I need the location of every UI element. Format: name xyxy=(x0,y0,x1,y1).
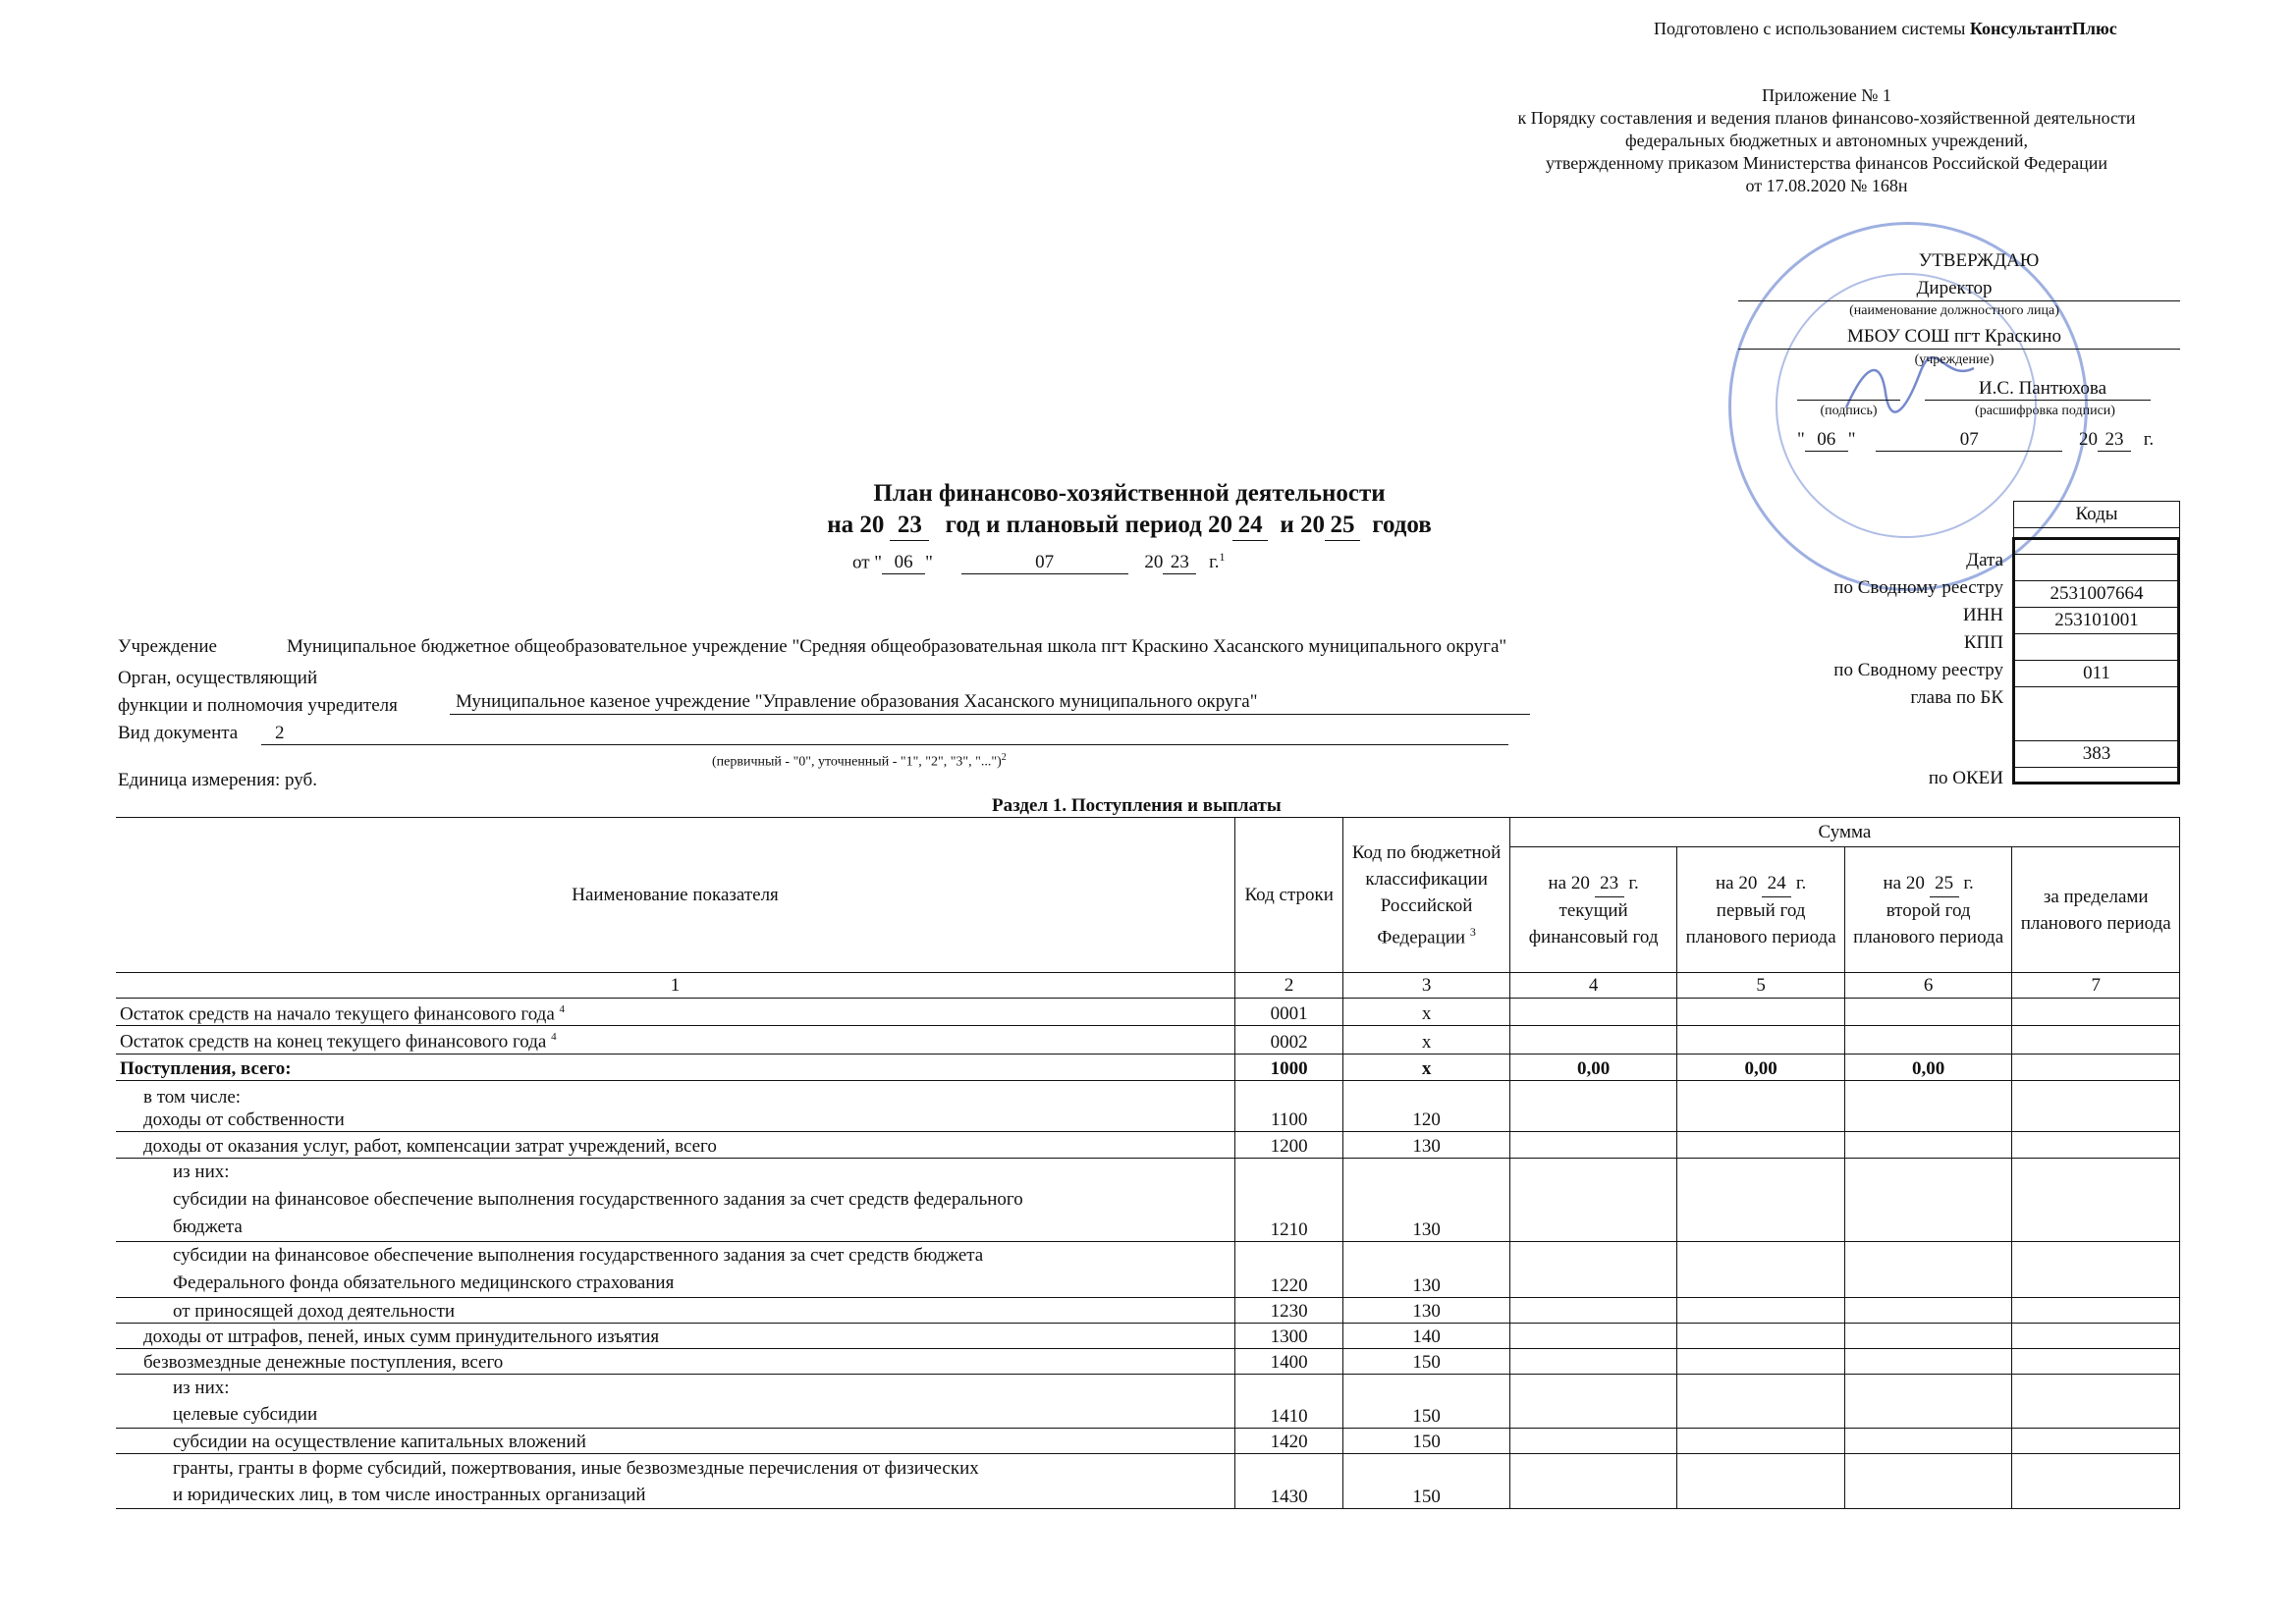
row-name: из них: целевые субсидии xyxy=(116,1374,1235,1428)
consultant-note: Подготовлено с использованием системы КонсультантПлюс xyxy=(1654,19,2117,38)
row-name: Остаток средств на начало текущего финансового года $^4$ xyxy=(116,999,1235,1026)
code-registry xyxy=(2014,555,2180,581)
table-row xyxy=(116,1054,2180,1080)
appendix-line: к Порядку составления и ведения планов финансово-хозяйственной деятельности xyxy=(1517,108,2136,128)
row-bk: 130 xyxy=(1343,1158,1510,1241)
row-bk: 150 xyxy=(1343,1348,1510,1374)
institution-label: Учреждение xyxy=(118,636,217,657)
appendix-line: федеральных бюджетных и автономных учреждений, xyxy=(1625,131,2028,150)
appendix-line: от 17.08.2020 № 168н xyxy=(1745,176,1908,195)
table-row xyxy=(116,999,2180,1026)
table-row xyxy=(116,1131,2180,1158)
row-name: гранты, гранты в форме субсидий, пожертвования, иные безвозмездные перечисления от физических и юридических лиц, в том числе иностранных организаций xyxy=(116,1453,1235,1508)
approval-heading: УТВЕРЖДАЮ xyxy=(1918,250,2040,271)
organ-label-2: функции и полномочия учредителя xyxy=(118,695,398,716)
row-v6 xyxy=(1844,1026,2012,1054)
table-row xyxy=(116,1453,2180,1508)
row-v4: 0,00 xyxy=(1509,1054,1677,1080)
position-caption: (наименование должностного лица) xyxy=(1849,303,2059,318)
col-header-bk: Код по бюджетной классификации Российской Федерации $^3$ xyxy=(1343,818,1510,973)
col-num: 3 xyxy=(1343,973,1510,999)
col-header-beyond: за пределами планового периода xyxy=(2012,847,2180,973)
code-date xyxy=(2014,528,2180,555)
code-registry2 xyxy=(2014,634,2180,661)
row-bk: x xyxy=(1343,1054,1510,1080)
doctype-caption: (первичный - "0", уточненный - "1", "2", "3", "...")$^2$ xyxy=(712,752,1007,770)
row-v5 xyxy=(1677,999,1845,1026)
unit-label: Единица измерения: руб. xyxy=(118,770,317,790)
table-row xyxy=(116,1348,2180,1374)
codes-label-registry2: по Сводному реестру xyxy=(1833,660,2003,680)
doctype-value: 2 xyxy=(275,723,285,743)
table-row xyxy=(116,1297,2180,1323)
row-bk: 130 xyxy=(1343,1297,1510,1323)
plan-title: План финансово-хозяйственной деятельности xyxy=(873,480,1386,507)
table-row xyxy=(116,1428,2180,1453)
signature-caption: (подпись) xyxy=(1820,404,1878,418)
approval-institution: МБОУ СОШ пгт Краскино xyxy=(1847,326,2061,347)
row-code: 0001 xyxy=(1235,999,1343,1026)
col-header-y3: на 20 25 г. второй год планового периода xyxy=(1844,847,2012,973)
row-bk: 150 xyxy=(1343,1453,1510,1508)
col-num: 1 xyxy=(116,973,1235,999)
plan-period: на 20 23 год и плановый период 20 24 и 20 25 годов xyxy=(629,511,1630,541)
col-num: 6 xyxy=(1844,973,2012,999)
row-name: из них: субсидии на финансовое обеспечение выполнения государственного задания за счет средств федерального бюджета xyxy=(116,1158,1235,1241)
row-bk: 150 xyxy=(1343,1428,1510,1453)
codes-header: Коды xyxy=(2014,502,2180,528)
code-empty xyxy=(2014,687,2180,741)
code-inn: 2531007664 xyxy=(2014,581,2180,608)
codes-label-okei: по ОКЕИ xyxy=(1928,768,2003,788)
table-row xyxy=(116,1026,2180,1054)
row-v7 xyxy=(2012,1054,2180,1080)
row-v6 xyxy=(1844,999,2012,1026)
table-row xyxy=(116,1323,2180,1348)
row-bk: 130 xyxy=(1343,1131,1510,1158)
col-num: 4 xyxy=(1509,973,1677,999)
approval-date: " 06 " 07 20 23 г. xyxy=(1797,429,2155,450)
row-code: 1300 xyxy=(1235,1323,1343,1348)
code-bk: 011 xyxy=(2014,661,2180,687)
row-code: 1410 xyxy=(1235,1374,1343,1428)
row-v4 xyxy=(1509,1026,1677,1054)
row-name: доходы от штрафов, пеней, иных сумм принудительного изъятия xyxy=(116,1323,1235,1348)
doctype-label: Вид документа xyxy=(118,723,239,743)
row-code: 1430 xyxy=(1235,1453,1343,1508)
row-name: доходы от оказания услуг, работ, компенсации затрат учреждений, всего xyxy=(116,1131,1235,1158)
section-title: Раздел 1. Поступления и выплаты xyxy=(992,795,1282,816)
appendix-line: Приложение № 1 xyxy=(1762,85,1891,105)
approval-signer: И.С. Пантюхова xyxy=(1978,378,2107,399)
row-bk: x xyxy=(1343,999,1510,1026)
codes-table xyxy=(2013,501,2180,768)
row-v7 xyxy=(2012,1026,2180,1054)
row-code: 1100 xyxy=(1235,1080,1343,1131)
col-header-sum: Сумма xyxy=(1509,818,2179,847)
row-code: 1210 xyxy=(1235,1158,1343,1241)
row-name: в том числе: доходы от собственности xyxy=(116,1080,1235,1131)
row-v5: 0,00 xyxy=(1677,1054,1845,1080)
code-kpp: 253101001 xyxy=(2014,608,2180,634)
codes-label-date: Дата xyxy=(1966,550,2003,570)
col-header-name: Наименование показателя xyxy=(116,818,1235,973)
codes-label-registry: по Сводному реестру xyxy=(1833,577,2003,598)
row-code: 1420 xyxy=(1235,1428,1343,1453)
receipts-table xyxy=(116,817,2180,1509)
row-bk: 150 xyxy=(1343,1374,1510,1428)
row-code: 1000 xyxy=(1235,1054,1343,1080)
row-v5 xyxy=(1677,1026,1845,1054)
row-v7 xyxy=(2012,999,2180,1026)
code-okei: 383 xyxy=(2014,741,2180,768)
institution-name: Муниципальное бюджетное общеобразовательное учреждение "Средняя общеобразовательная школа пгт Краскино Хасанского муниципального округа" xyxy=(287,636,1507,657)
col-num: 7 xyxy=(2012,973,2180,999)
row-code: 0002 xyxy=(1235,1026,1343,1054)
organ-label-1: Орган, осуществляющий xyxy=(118,668,318,688)
appendix-block xyxy=(1453,84,2200,197)
row-name: Поступления, всего: xyxy=(116,1054,1235,1080)
codes-label-bk: глава по БК xyxy=(1910,687,2003,708)
row-code: 1200 xyxy=(1235,1131,1343,1158)
row-code: 1220 xyxy=(1235,1241,1343,1297)
approval-position: Директор xyxy=(1916,278,1993,298)
row-bk: 130 xyxy=(1343,1241,1510,1297)
table-row xyxy=(116,1374,2180,1428)
table-row xyxy=(116,1241,2180,1297)
signer-caption: (расшифровка подписи) xyxy=(1975,404,2115,418)
row-name: от приносящей доход деятельности xyxy=(116,1297,1235,1323)
row-v4 xyxy=(1509,999,1677,1026)
col-num: 5 xyxy=(1677,973,1845,999)
codes-label-kpp: КПП xyxy=(1963,632,2003,653)
row-code: 1400 xyxy=(1235,1348,1343,1374)
row-name: безвозмездные денежные поступления, всего xyxy=(116,1348,1235,1374)
table-row xyxy=(116,1080,2180,1131)
row-bk: x xyxy=(1343,1026,1510,1054)
col-header-y2: на 20 24 г. первый год планового периода xyxy=(1677,847,1845,973)
row-name: субсидии на осуществление капитальных вложений xyxy=(116,1428,1235,1453)
col-header-code: Код строки xyxy=(1235,818,1343,973)
table-row xyxy=(116,1158,2180,1241)
row-bk: 140 xyxy=(1343,1323,1510,1348)
appendix-line: утвержденному приказом Министерства финансов Российской Федерации xyxy=(1545,153,2108,173)
institution-caption: (учреждение) xyxy=(1914,352,1995,367)
row-name: Остаток средств на конец текущего финансового года $^4$ xyxy=(116,1026,1235,1054)
codes-label-inn: ИНН xyxy=(1962,605,2003,625)
plan-date: от " 06 " 07 20 23 г.$^1$ xyxy=(852,550,1226,573)
organ-name: Муниципальное казеное учреждение "Управление образования Хасанского муниципального округа" xyxy=(456,691,1258,712)
row-name: субсидии на финансовое обеспечение выполнения государственного задания за счет средств бюджета Федерального фонда обязательного медицинского страхования xyxy=(116,1241,1235,1297)
row-bk: 120 xyxy=(1343,1080,1510,1131)
row-v6: 0,00 xyxy=(1844,1054,2012,1080)
col-header-y1: на 20 23 г. текущий финансовый год xyxy=(1509,847,1677,973)
col-num: 2 xyxy=(1235,973,1343,999)
row-code: 1230 xyxy=(1235,1297,1343,1323)
